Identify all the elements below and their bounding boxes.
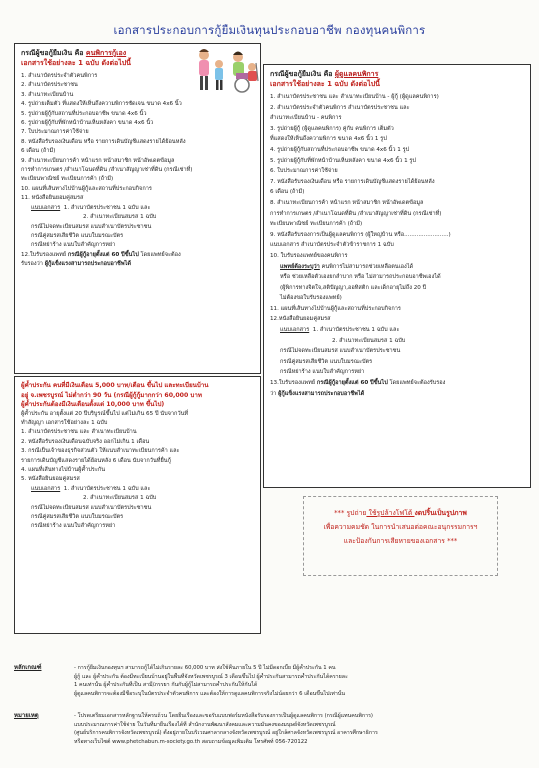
list-item: 6 เดือน (ถ้ามี) xyxy=(21,148,56,155)
list-item: 4. รูปถ่ายเต็มตัว ที่แสดงให้เห็นถึงความพิการชัดเจน ขนาด 4x6 นิ้ว xyxy=(21,101,182,108)
caregiver-document-list: 1. สำเนาบัตรประชาชน และ สำเนาทะเบียนบ้าน - ผู้กู้ (ผู้ดูแลคนพิการ) 2. สำเนาบัตรประจำตัวคนพิการ สำเนาบัตรประชาชน และ สำเนาทะเบียนบ้าน - คนพิการ 3. รูปถ่ายผู้กู้ (ผู้ดูแลคนพิการ) คู่กับ คนพิการ เต็มตัว ที่แสดงให้เห็นถึงความพิการ ขนาด 4x6 นิ้ว 1 รูป 4. รูปถ่ายผู้กู้กับสถานที่ประกอบอาชีพ ขนาด 4x6 นิ้ว 1 รูป 5. รูปถ่ายผู้กู้กับที่พักหน้าบ้านเห็นหลังคา ขนาด 4x6 นิ้ว 1 รูป 6. ใบประมาณการค่าใช้จ่าย 7. หนังสือรับรองเงินเดือน หรือ รายการเดินบัญชีแสดงรายได้ย้อนหลัง 6 เดือน (ถ้ามี) 8. สำเนาทะเบียนการค้า หน้าแรก หน้าสมาชิก หน้าอัพเดตข้อมูล การทำการเกษตร /สำเนาโฉนดที่ดิน /สำเนาสัญญาเช่าที่ดิน (กรณีเช่าที่) ทะเบียนพาณิชย์ ทะเบียนการค้า (ถ้ามี) 9. หนังสือรับรองการเป็นผู้ดูแลคนพิการ (ผู้ใหญ่บ้าน หรือ.........................) แนบเอกสาร สำเนาบัตรประจำตัวข้าราชการ 1 ฉบับ 10. ใบรับรองแพทย์ของคนพิการ แพทย์ต้องระบุว่า คนพิการไม่สามารถช่วยเหลือตนเองได้ หรือ ช่วยเหลือตัวเองยกลำบาก หรือ ไม่สามารถประกอบอาชีพเองได้ (ผู้พิการทางจิตใจ,สติปัญญา,ออทิสติก และเด็กอายุไม่ถึง 20 ปี ไม่ต้องขอใบรับรองแพทย์) 11. แผนที่เส้นทางไปบ้านผู้กู้และสถานที่ประกอบกิจการ 12.หนังสือยินยอมคู่สมรส แนบเอกสาร 1. สำเนาบัตรประชาชน 1 ฉบับ และ 2. สำเนาทะเบียนสมรส 1 ฉบับ กรณีไม่จดทะเบียนสมรส แนบสำเนาบัตรประชาชน กรณีคู่สมรสเสียชีวิต แนบใบมรณะบัตร กรณีหย่าร้าง แนบใบสำคัญการหย่า 13.ใบรับรองแพทย์ กรณีผู้กู้อายุตั้งแต่ 60 ปีขึ้นไป โดยแพทย์จะต้องรับรอง ว่า ผู้กู้แข็งแรงสามารถประกอบอาชีพได้ xyxy=(270,92,526,399)
list-item: 5. หนังสือยินยอมคู่สมรส xyxy=(21,476,80,483)
list-item: ผู้ค้ำประกัน อายุตั้งแต่ 20 ปีบริบูรณ์ขึ้นไป แต่ไม่เกิน 65 ปี นับจากวันที่ xyxy=(21,410,189,417)
list-item: 11. แผนที่เส้นทางไปบ้านผู้กู้และสถานที่ประกอบกิจการ xyxy=(270,305,401,312)
list-item: ที่แสดงให้เห็นถึงความพิการ ขนาด 4x6 นิ้ว 1 รูป xyxy=(270,136,387,143)
caregiver-highlight: ผู้ดูแลคนพิการ xyxy=(334,70,379,78)
self-borrower-subheading: เอกสารใช้อย่างละ 1 ฉบับ ดังต่อไปนี้ xyxy=(21,59,131,67)
medical-certificate-requirement: ผู้กู้แข็งแรงสามารถประกอบอาชีพได้ xyxy=(278,390,365,397)
list-item: การทำการเกษตร /สำเนาโฉนดที่ดิน /สำเนาสัญญาเช่าที่ดิน (กรณีเช่าที่) xyxy=(21,167,193,174)
list-item: - การกู้ยืมเงินกองทุนฯ สามารถกู้ได้ไม่เกินรายละ 60,000 บาท ส่งใช้คืนภายใน 5 ปี ไม่มีดอกเบี้ย มีผู้ค้ำประกัน 1 คน xyxy=(74,665,336,671)
list-item: ไม่ต้องขอใบรับรองแพทย์) xyxy=(280,295,342,302)
page-title: เอกสารประกอบการกู้ยืมเงินทุนประกอบอาชีพ กองทุนคนพิการ xyxy=(113,23,426,37)
criteria-label: หลักเกณฑ์ xyxy=(14,664,42,671)
list-item: กรณีไม่จดทะเบียนสมรส แนบสำเนาบัตรประชาชน xyxy=(280,348,401,355)
list-item: ทำสัญญา เอกสารใช้อย่างละ 1 ฉบับ xyxy=(21,419,108,426)
caregiver-heading: กรณีผู้ขอกู้ยืมเงิน คือ ผู้ดูแลคนพิการ xyxy=(270,70,379,78)
list-item: 1. สำเนาบัตรประชาชน 1 ฉบับ และ xyxy=(63,204,151,211)
list-item: ผู้กู้ และ ผู้ค้ำประกัน ต้องมีทะเบียนบ้านอยู่ในพื้นที่จังหวัดเพชรบูรณ์ 3 เดือนขึ้นไป ผู้ค้ำประกันสามารถค้ำประกันได้ครายละ xyxy=(74,673,348,680)
self-borrower-highlight: คนพิการกู้เอง xyxy=(85,49,127,57)
self-borrower-box xyxy=(14,43,261,374)
list-item: 10. แผนที่เส้นทางไปบ้านผู้กู้และสถานที่ประกอบกิจการ xyxy=(21,185,152,192)
spouse-docs-label: แนบเอกสาร xyxy=(280,327,310,334)
list-item: 2. สำเนาทะเบียนสมรส 1 ฉบับ xyxy=(83,495,157,502)
list-item: 6. ใบประมาณการค่าใช้จ่าย xyxy=(270,168,338,175)
guarantor-box xyxy=(14,376,261,634)
criteria-section xyxy=(14,664,529,700)
photo-note: *** รูปถ่าย ใช้รูปล้างโฟโต้ งดปริ้นเป็นรูปภาพ เพื่อความคมชัด ในการนำเสนอต่อคณะอนุกรรมการฯ และป้องกันการเสียหายของเอกสาร *** xyxy=(303,496,498,576)
list-item: 2. สำเนาทะเบียนสมรส 1 ฉบับ xyxy=(83,214,157,221)
list-item: 1. สำเนาบัตรประชาชน 1 ฉบับ และ xyxy=(63,485,151,492)
medical-certificate-item: 13.ใบรับรองแพทย์ กรณีผู้กู้อายุตั้งแต่ 60 ปีขึ้นไป โดยแพทย์จะต้องรับรอง xyxy=(270,380,446,387)
list-item: 9. สำเนาทะเบียนการค้า หน้าแรก หน้าสมาชิก หน้าอัพเดตข้อมูล xyxy=(21,157,175,164)
self-borrower-document-list: 1. สำเนาบัตรประจำตัวคนพิการ 2. สำเนาบัตรประชาชน 3. สำเนาทะเบียนบ้าน 4. รูปถ่ายเต็มตัว ที่แสดงให้เห็นถึงความพิการชัดเจน ขนาด 4x6 นิ้ว 5. รูปถ่ายผู้กู้กับสถานที่ประกอบอาชีพ ขนาด 4x6 นิ้ว 6. รูปถ่ายผู้กู้กับที่พักหน้าบ้านเห็นหลังคา ขนาด 4x6 นิ้ว 7. ใบประมาณการค่าใช้จ่าย 8. หนังสือรับรองเงินเดือน หรือ รายการเดินบัญชีแสดงรายได้ย้อนหลัง 6 เดือน (ถ้ามี) 9. สำเนาทะเบียนการค้า หน้าแรก หน้าสมาชิก หน้าอัพเดตข้อมูล การทำการเกษตร /สำเนาโฉนดที่ดิน /สำเนาสัญญาเช่าที่ดิน (กรณีเช่าที่) ทะเบียนพาณิชย์ ทะเบียนการค้า (ถ้ามี) 10. แผนที่เส้นทางไปบ้านผู้กู้และสถานที่ประกอบกิจการ 11. หนังสือยินยอมคู่สมรส แนบเอกสาร 1. สำเนาบัตรประชาชน 1 ฉบับ และ 2. สำเนาทะเบียนสมรส 1 ฉบับ กรณีไม่จดทะเบียนสมรส แนบสำเนาบัตรประชาชน กรณีคู่สมรสเสียชีวิต แนบใบมรณะบัตร กรณีหย่าร้าง แนบใบสำคัญการหย่า 12.ใบรับรองแพทย์ กรณีผู้กู้อายุตั้งแต่ 60 ปีขึ้นไป โดยแพทย์จะต้อง รับรองว่า ผู้กู้แข็งแรงสามารถประกอบอาชีพได้ xyxy=(21,72,256,270)
list-item: ทะเบียนพาณิชย์ ทะเบียนการค้า (ถ้ามี) xyxy=(21,176,114,183)
list-item: 3. กรณีเป็นเจ้าของธุรกิจส่วนตัว ให้แนบสำเนาทะเบียนการค้า และ xyxy=(21,448,180,455)
list-item: 1. สำเนาบัตรประชาชน และ สำเนาทะเบียนบ้าน xyxy=(21,429,137,436)
list-item: 3. รูปถ่ายผู้กู้ (ผู้ดูแลคนพิการ) คู่กับ คนพิการ เต็มตัว xyxy=(270,125,394,132)
list-item: 9. หนังสือรับรองการเป็นผู้ดูแลคนพิการ (ผู้ใหญ่บ้าน หรือ.........................) xyxy=(270,231,451,238)
list-item: กรณีไม่จดทะเบียนสมรส แนบสำเนาบัตรประชาชน xyxy=(31,223,152,230)
list-item: กรณีหย่าร้าง แนบใบสำคัญการหย่า xyxy=(280,369,365,376)
list-item: 6. รูปถ่ายผู้กู้กับที่พักหน้าบ้านเห็นหลังคา ขนาด 4x6 นิ้ว xyxy=(21,120,154,127)
list-item: 5. รูปถ่ายผู้กู้กับสถานที่ประกอบอาชีพ ขนาด 4x6 นิ้ว xyxy=(21,110,147,117)
self-borrower-heading: กรณีผู้ขอกู้ยืมเงิน คือ คนพิการกู้เอง xyxy=(21,49,127,57)
list-item: 8. หนังสือรับรองเงินเดือน หรือ รายการเดินบัญชีแสดงรายได้ย้อนหลัง xyxy=(21,138,186,145)
list-item: 7. หนังสือรับรองเงินเดือน หรือ รายการเดินบัญชีแสดงรายได้ย้อนหลัง xyxy=(270,178,435,185)
list-item: 8. สำเนาทะเบียนการค้า หน้าแรก หน้าสมาชิก หน้าอัพเดตข้อมูล xyxy=(270,199,424,206)
spouse-docs-label: แนบเอกสาร xyxy=(31,485,61,492)
spouse-docs-label: แนบเอกสาร xyxy=(31,204,61,211)
list-item: 6 เดือน (ถ้ามี) xyxy=(270,189,305,196)
list-item: 1 คนเท่านั้น ผู้ค้ำประกันที่เป็น สามี/ภรรยา กันกับผู้กู้ไม่สามารถค้ำประกันให้กันได้ xyxy=(74,682,258,689)
list-item: การทำการเกษตร /สำเนาโฉนดที่ดิน /สำเนาสัญญาเช่าที่ดิน (กรณีเช่าที่) xyxy=(270,210,442,217)
list-item: กรณีไม่จดทะเบียนสมรส แนบสำเนาบัตรประชาชน xyxy=(31,504,152,511)
list-item: 2. สำเนาทะเบียนสมรส 1 ฉบับ xyxy=(332,337,406,344)
list-item: 2. สำเนาบัตรประชาชน xyxy=(21,82,78,89)
list-item: กรณีคู่สมรสเสียชีวิต แนบใบมรณะบัตร xyxy=(31,513,124,520)
remarks-label: หมายเหตุ xyxy=(14,712,39,719)
doctor-must-specify-label: แพทย์ต้องระบุว่า xyxy=(280,263,320,270)
list-item: ผู้ดูแลคนพิการจะต้องมีชื่อระบุในบัตรประจำตัวคนพิการ และต้องให้การดูแลคนพิการจริงไม่น้อยกว่า 6 เดือนขึ้นไปเท่านั้น xyxy=(74,690,346,697)
list-item: 10. ใบรับรองแพทย์ของคนพิการ xyxy=(270,252,348,259)
list-item: 4. รูปถ่ายผู้กู้กับสถานที่ประกอบอาชีพ ขนาด 4x6 นิ้ว 1 รูป xyxy=(270,146,410,153)
people-with-wheelchair-illustration xyxy=(190,47,261,93)
list-item: กรณีหย่าร้าง แนบใบสำคัญการหย่า xyxy=(31,242,116,249)
list-item: แบบประมาณการค่าใช้จ่าย ในวันที่มายื่นเรื่องได้ที่ สำนักงานพัฒนาสังคมและความมั่นคงของมนุษย์จังหวัดเพชรบูรณ์ xyxy=(74,721,336,728)
medical-certificate-item: 12.ใบรับรองแพทย์ กรณีผู้กู้อายุตั้งแต่ 60 ปีขึ้นไป โดยแพทย์จะต้อง xyxy=(21,251,181,258)
list-item: 1. สำเนาบัตรประชาชน และ สำเนาทะเบียนบ้าน - ผู้กู้ (ผู้ดูแลคนพิการ) xyxy=(270,94,439,100)
list-item: สำเนาทะเบียนบ้าน - คนพิการ xyxy=(270,115,342,122)
list-item: 11. หนังสือยินยอมคู่สมรส xyxy=(21,195,84,202)
guarantor-heading: ผู้ค้ำประกัน คนที่มีเงินเดือน 5,000 บาท/เดือน ขึ้นไป และทะเบียนบ้าน อยู่ จ.เพชรบูรณ์ ไม่ต่ำกว่า 90 วัน (กรณีผู้กู้กู้มากกว่า 60,000 บาท ผู้ค้ำประกันต้องมีเงินเดือนตั้งแต่ 10,000 บาท ขึ้นไป) xyxy=(21,382,209,408)
website-and-phone: หรือทางเว็บไซต์ www.phetchabun.m-society.go.th สอบถามข้อมูลเพิ่มเติม โทรศัพท์ 056-720122 xyxy=(74,738,308,745)
list-item: (ผู้พิการทางจิตใจ,สติปัญญา,ออทิสติก และเด็กอายุไม่ถึง 20 ปี xyxy=(280,284,427,291)
medical-certificate-requirement: ผู้กู้แข็งแรงสามารถประกอบอาชีพได้ xyxy=(44,261,131,268)
caregiver-borrower-box xyxy=(263,64,531,488)
list-item: แนบเอกสาร สำเนาบัตรประจำตัวข้าราชการ 1 ฉบับ xyxy=(270,242,394,249)
list-item: ทะเบียนพาณิชย์ ทะเบียนการค้า (ถ้ามี) xyxy=(270,221,363,228)
list-item: (ศูนย์บริการคนพิการจังหวัดเพชรบูรณ์) ตั้งอยู่ภายในบริเวณศาลากลางจังหวัดเพชรบูรณ์ อยู่ใกล้ศาลจังหวัดเพชรบูรณ์ อาคารศึกษาธิการ xyxy=(74,730,378,737)
list-item: 1. สำเนาบัตรประจำตัวคนพิการ xyxy=(21,73,98,79)
list-item: 3. สำเนาทะเบียนบ้าน xyxy=(21,91,74,98)
list-item: 12.หนังสือยินยอมคู่สมรส xyxy=(270,316,331,323)
remarks-section xyxy=(14,712,529,752)
list-item: - โปรดเตรียมเอกสารหลักฐานให้ครบถ้วน โดยยื่นเรื่องและขอรับแบบฟอร์มหนังสือรับรองการเป็นผู้ดูแลคนพิการ (กรณีผู้แทนคนพิการ) xyxy=(74,713,373,719)
list-item: กรณีหย่าร้าง แนบใบสำคัญการหย่า xyxy=(31,523,116,530)
list-item: 1. สำเนาบัตรประชาชน 1 ฉบับ และ xyxy=(312,327,400,334)
list-item: กรณีคู่สมรสเสียชีวิต แนบใบมรณะบัตร xyxy=(31,232,124,239)
list-item: กรณีคู่สมรสเสียชีวิต แนบใบมรณะบัตร xyxy=(280,358,373,365)
list-item: 4. แผนที่เส้นทางไปบ้านผู้ค้ำประกัน xyxy=(21,466,106,473)
list-item: 5. รูปถ่ายผู้กู้กับที่พักหน้าบ้านเห็นหลังคา ขนาด 4x6 นิ้ว 1 รูป xyxy=(270,157,416,164)
list-item: 2. หนังสือรับรองเงินเดือนฉบับจริง ออกไม่เกิน 1 เดือน xyxy=(21,438,150,445)
list-item: 2. สำเนาบัตรประจำตัวคนพิการ สำเนาบัตรประชาชน และ xyxy=(270,104,410,111)
list-item: 7. ใบประมาณการค่าใช้จ่าย xyxy=(21,129,89,136)
caregiver-subheading: เอกสารใช้อย่างละ 1 ฉบับ ดังต่อไปนี้ xyxy=(270,80,380,88)
list-item: หรือ ช่วยเหลือตัวเองยกลำบาก หรือ ไม่สามารถประกอบอาชีพเองได้ xyxy=(280,274,441,281)
guarantor-document-list xyxy=(21,410,256,532)
list-item: รายการเดินบัญชีแสดงรายได้ย้อนหลัง 6 เดือน นับจากวันที่ยื่นกู้ xyxy=(21,457,171,464)
